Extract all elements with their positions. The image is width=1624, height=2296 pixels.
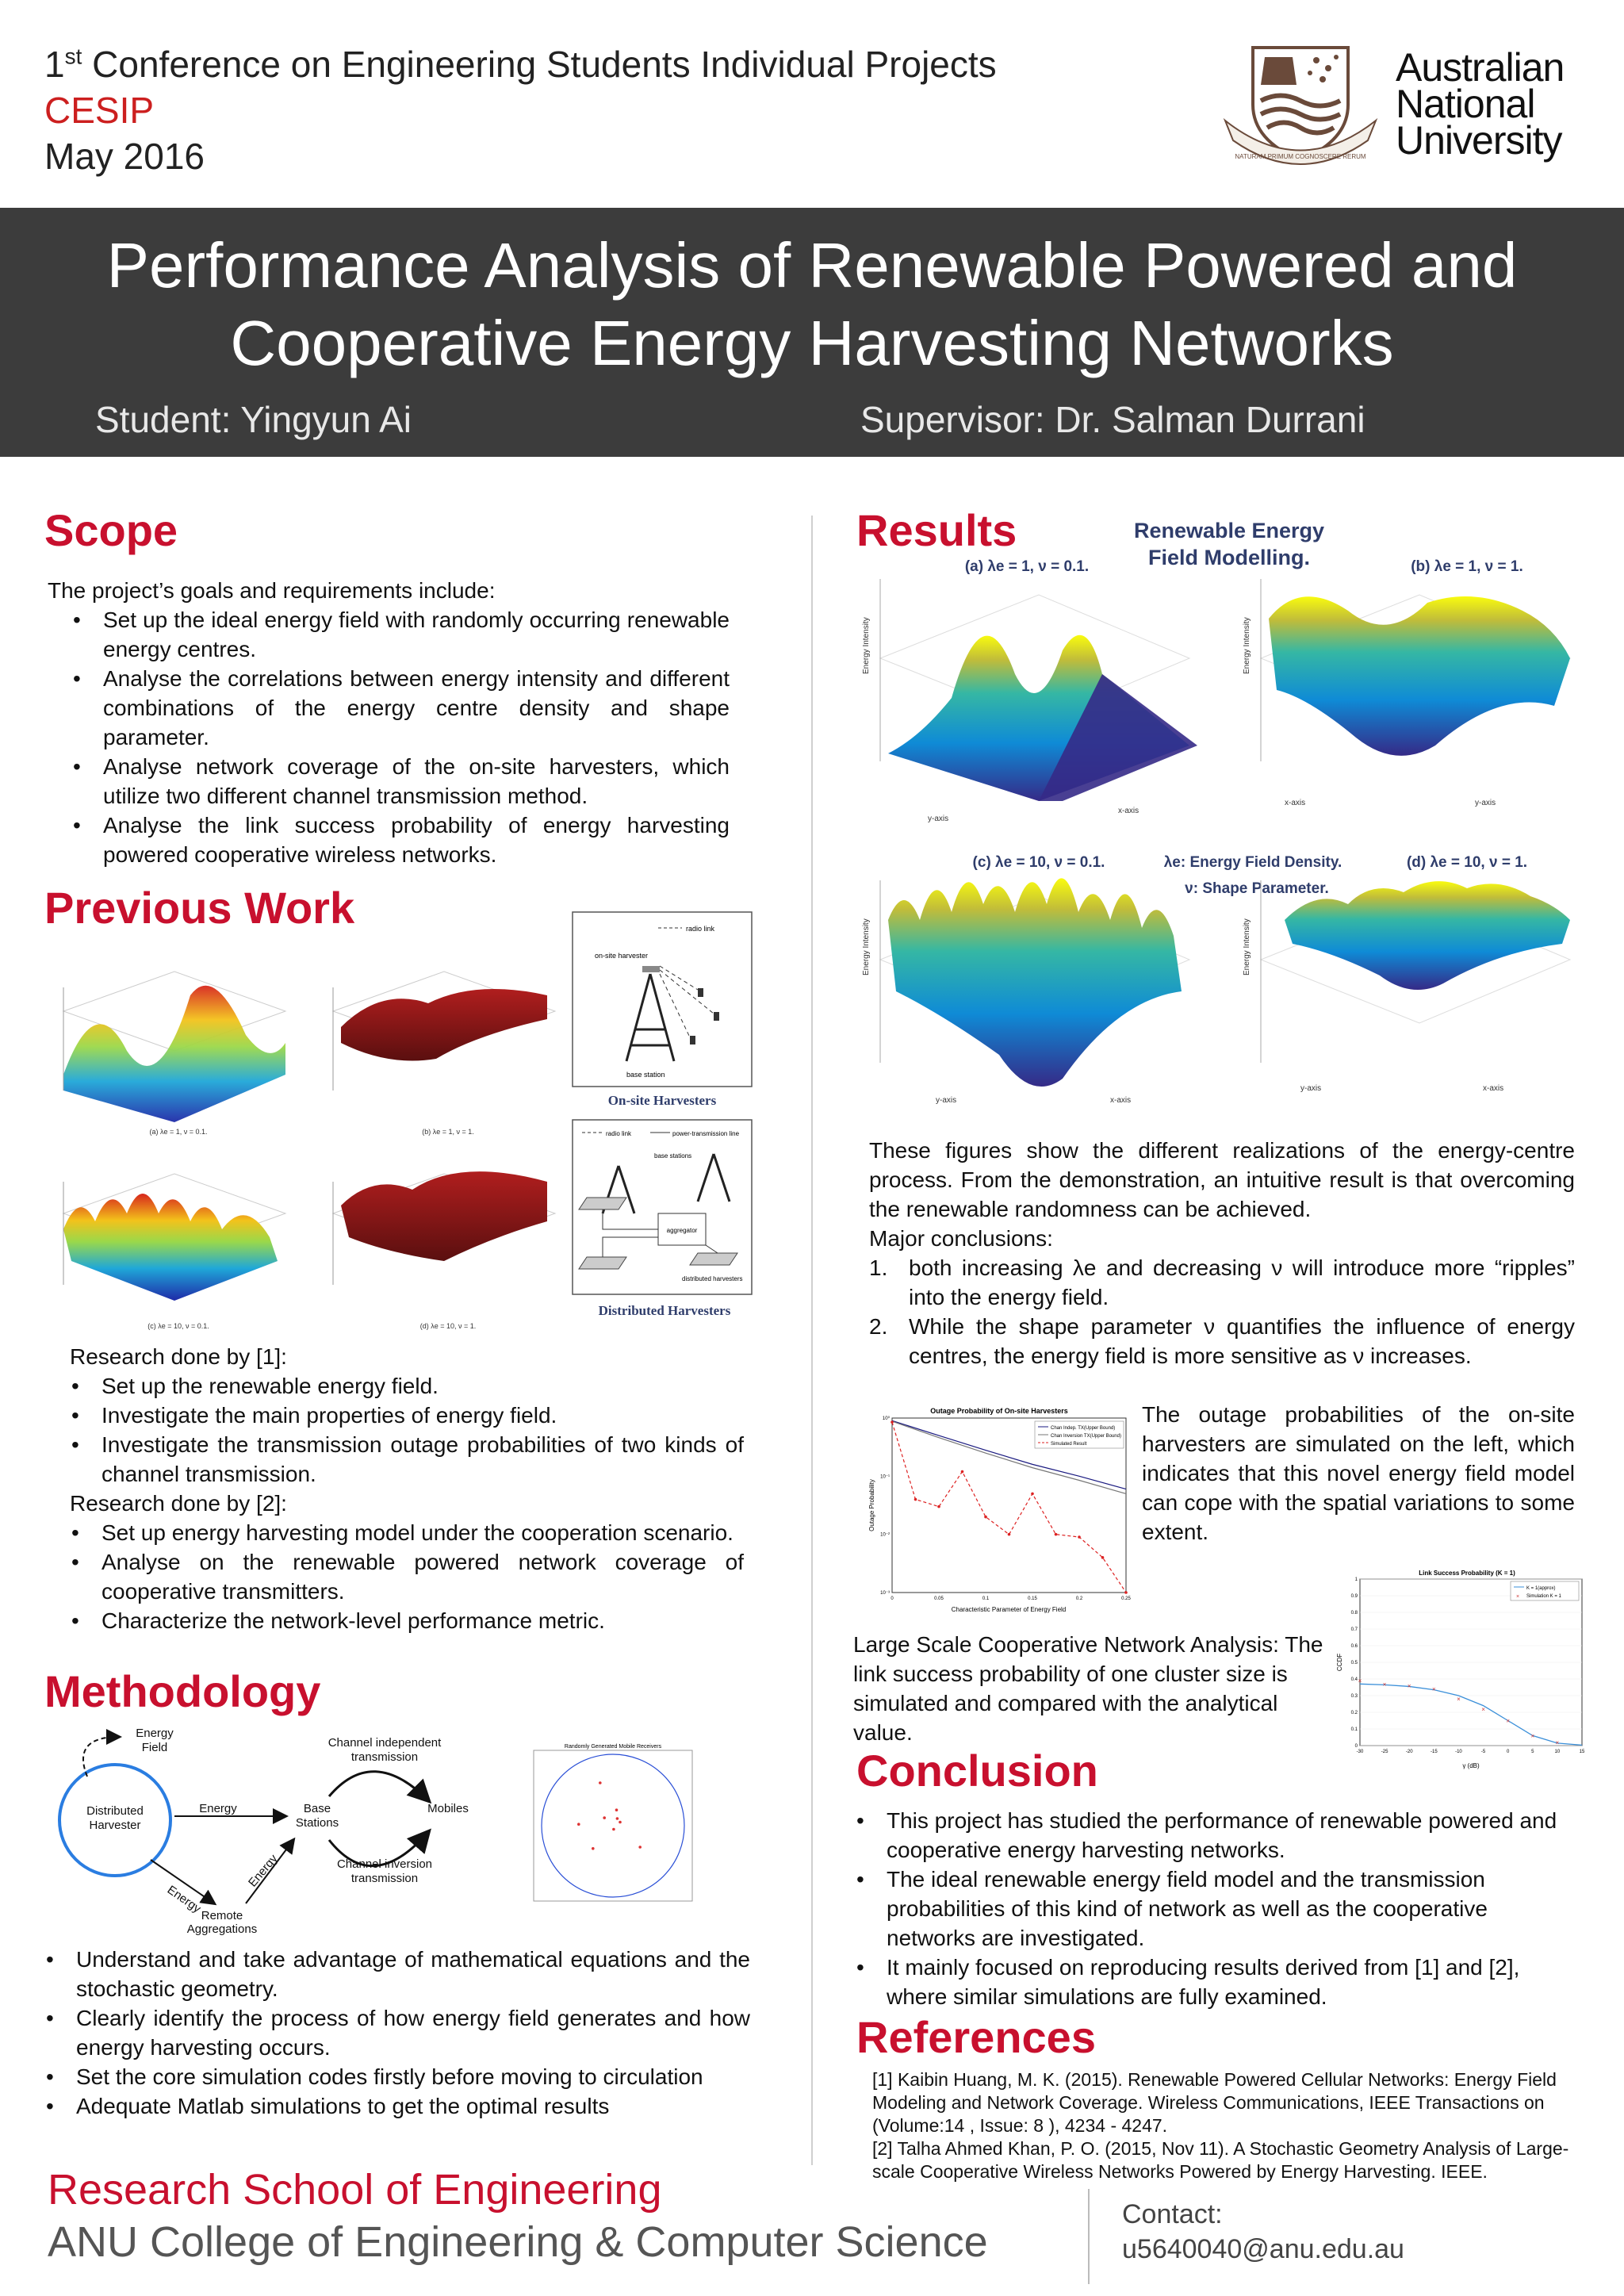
legend-density: λe: Energy Field Density. <box>1163 854 1342 871</box>
list-item: • Analyse the correlations between energy intensity and different combinations of the energy centre density and shape parameter. <box>48 664 730 752</box>
subcaption: (a) λe = 1, ν = 0.1. <box>149 1128 208 1136</box>
x-tick-label: 0.1 <box>982 1596 990 1601</box>
list-item: • Analyse network coverage of the on-site harvesters, which utilize two different channel transmission method. <box>48 752 730 811</box>
legend-entry: Simulation K = 1 <box>1526 1594 1561 1599</box>
methodology-list <box>44 1945 750 2121</box>
diagram-label: Field <box>141 1741 168 1754</box>
previous-work-heading: Previous Work <box>44 883 355 933</box>
chart-title: Randomly Generated Mobile Receivers <box>564 1744 662 1750</box>
data-point <box>937 1505 940 1508</box>
results-surface-d <box>1243 880 1570 1093</box>
previous-surface-plots <box>48 940 571 1336</box>
diagram-label: Remote <box>201 1909 243 1922</box>
list-item: • It mainly focused on reproducing results derived from [1] and [2], where similar simulations are fully examined. <box>855 1953 1568 2011</box>
list-item: • Analyse on the renewable powered network coverage of cooperative transmitters. <box>70 1547 744 1606</box>
diagram-label: transmission <box>350 1750 419 1764</box>
y-axis-label: Outage Probability <box>868 1479 875 1531</box>
legend-entry: K = 1(approx) <box>1526 1586 1556 1591</box>
axis-label: x-axis <box>1118 807 1139 815</box>
x-tick-label: 0.2 <box>1075 1596 1083 1601</box>
y-tick-label: 10⁻¹ <box>880 1474 890 1480</box>
legend-entry: Simulated Result <box>1051 1442 1087 1447</box>
data-point <box>592 1847 595 1850</box>
logo-wordmark <box>1396 45 1565 163</box>
x-tick-label: 15 <box>1579 1750 1585 1754</box>
list-item: • Analyse the link success probability of energy harvesting powered cooperative wireless networks. <box>48 811 730 869</box>
axis-label: Energy Intensity <box>862 918 871 976</box>
title-banner <box>0 208 1624 457</box>
data-point <box>577 1823 580 1826</box>
data-point: × <box>1457 1696 1461 1704</box>
data-point <box>603 1816 606 1819</box>
diagram-label: radio link <box>606 1130 632 1137</box>
x-tick-label: -20 <box>1405 1750 1413 1754</box>
x-tick-label: 0.25 <box>1121 1596 1131 1601</box>
data-point <box>1078 1535 1081 1539</box>
data-point <box>638 1846 642 1849</box>
column-divider <box>811 516 813 2165</box>
svg-text:×: × <box>1516 1594 1520 1600</box>
diagram-label: Harvester <box>89 1819 141 1832</box>
data-point <box>961 1470 964 1474</box>
axis-label: x-axis <box>1285 799 1306 807</box>
axis-label: y-axis <box>1300 1084 1322 1093</box>
conclusion-list <box>855 1806 1568 2011</box>
y-tick-label: 0.4 <box>1350 1677 1358 1682</box>
previous-work-research <box>70 1342 744 1635</box>
distributed-harvester-diagram <box>573 1120 752 1294</box>
list-item: • This project has studied the performance of renewable powered and cooperative energy harvesting networks. <box>855 1806 1568 1865</box>
scope-intro: The project’s goals and requirements include: <box>48 578 496 603</box>
list-item: • Investigate the transmission outage probabilities of two kinds of channel transmission. <box>70 1430 744 1489</box>
diagram-label: Energy <box>199 1802 237 1815</box>
diagram-label: transmission <box>350 1872 419 1885</box>
logo-line: University <box>1396 118 1562 163</box>
harvester-diagrams <box>571 910 753 1323</box>
diagram-label: Distributed <box>86 1804 144 1818</box>
surface-plot-d <box>333 1171 555 1330</box>
data-point <box>616 1817 619 1820</box>
scope-heading: Scope <box>44 505 178 555</box>
y-tick-label: 0 <box>1354 1744 1358 1749</box>
x-axis-label: Characteristic Parameter of Energy Field <box>951 1606 1067 1613</box>
diagram-label: Energy <box>136 1727 174 1740</box>
list-item: • Set up the ideal energy field with randomly occurring renewable energy centres. <box>48 605 730 664</box>
results-discussion <box>869 1136 1575 1370</box>
data-point <box>599 1781 602 1784</box>
link-success-chart <box>1332 1566 1590 1773</box>
cooperative-text: Large Scale Cooperative Network Analysis: The link success probability of one cluster size is simulated and compared with the analytical value. <box>853 1632 1323 1745</box>
diagram-label: on-site harvester <box>595 952 649 960</box>
x-tick-label: -10 <box>1455 1750 1462 1754</box>
subcaption: (c) λe = 10, ν = 0.1. <box>972 854 1105 871</box>
conference-info <box>44 41 997 179</box>
distributed-caption: Distributed Harvesters <box>598 1303 731 1318</box>
diagram-label: base stations <box>654 1152 692 1159</box>
data-point: × <box>1358 1677 1362 1685</box>
axis-label: y-axis <box>1475 799 1496 807</box>
reference-item: [1] Kaibin Huang, M. K. (2015). Renewable Powered Cellular Networks: Energy Field Modeling and Network Coverage. Wireless Communications, IEEE Transactions on (Volume:14 , Issue: 8 ), 4234 - 4247. <box>872 2069 1557 2136</box>
list-item: 1. both increasing λe and decreasing ν will introduce more “ripples” into the energy field. <box>869 1255 1575 1309</box>
chart-title: Outage Probability of On-site Harvesters <box>930 1407 1068 1415</box>
onsite-harvester-diagram <box>573 912 752 1087</box>
diagram-label: aggregator <box>666 1227 698 1234</box>
x-tick-label: 0 <box>891 1596 894 1601</box>
data-point <box>1055 1533 1058 1536</box>
references-list <box>872 2068 1586 2183</box>
legend-entry: Chan Inversion TX(Upper Bound) <box>1051 1434 1121 1439</box>
list-item: • Clearly identify the process of how energy field generates and how energy harvesting occurs. <box>44 2003 750 2062</box>
diagram-label: Channel inversion <box>336 1857 433 1871</box>
results-surface-figure <box>856 516 1602 1134</box>
data-point: × <box>1382 1681 1387 1688</box>
list-item: • Adequate Matlab simulations to get the optimal results <box>44 2091 750 2121</box>
axis-label: Energy Intensity <box>1243 617 1251 674</box>
data-point <box>615 1808 619 1811</box>
diagram-label: radio link <box>686 925 715 933</box>
data-point <box>891 1420 894 1424</box>
conference-date: May 2016 <box>44 136 205 177</box>
axis-label: y-axis <box>928 815 949 823</box>
list-item: • Set up energy harvesting model under the cooperation scenario. <box>70 1518 744 1547</box>
references-heading: References <box>856 2012 1096 2062</box>
subcaption: (b) λe = 1, ν = 1. <box>422 1128 474 1136</box>
diagram-label: Energy <box>246 1852 281 1890</box>
figure-title: Renewable Energy <box>1133 519 1325 542</box>
anu-crest-icon <box>1221 41 1380 168</box>
y-tick-label: 0.5 <box>1350 1661 1358 1665</box>
reference-item: [2] Talha Ahmed Khan, P. O. (2015, Nov 11). A Stochastic Geometry Analysis of Large-scale Cooperative Wireless Networks Powered by Energy Harvesting. IEEE. <box>872 2138 1569 2182</box>
chart-title: Link Success Probability (K = 1) <box>1419 1570 1515 1577</box>
data-point <box>1101 1556 1105 1559</box>
data-point <box>914 1498 917 1501</box>
results-surface-b <box>1243 579 1570 807</box>
x-axis-label: γ (dB) <box>1462 1762 1480 1769</box>
figure-title: Field Modelling. <box>1148 546 1310 569</box>
legend-shape: ν: Shape Parameter. <box>1185 880 1329 897</box>
surface-plot-a <box>63 972 285 1136</box>
school-name: Research School of Engineering <box>48 2166 662 2214</box>
y-tick-label: 0.8 <box>1350 1611 1358 1616</box>
conclusion-heading: Conclusion <box>856 1746 1098 1796</box>
link-legend <box>1511 1581 1579 1600</box>
y-tick-label: 0.6 <box>1350 1644 1358 1649</box>
axis-label: x-axis <box>1110 1096 1132 1105</box>
contact-email[interactable]: u5640040@anu.edu.au <box>1122 2234 1404 2264</box>
onsite-caption: On-site Harvesters <box>607 1093 717 1108</box>
poster-title: Performance Analysis of Renewable Powered and Cooperative Energy Harvesting Networks <box>106 230 1518 378</box>
diagram-label: Mobiles <box>427 1802 469 1815</box>
x-tick-label: 0.05 <box>934 1596 944 1601</box>
x-tick-label: 5 <box>1531 1750 1534 1754</box>
list-item: • Set up the renewable energy field. <box>70 1371 744 1401</box>
student-name: Student: Yingyun Ai <box>95 399 412 440</box>
y-tick-label: 0.9 <box>1350 1594 1358 1599</box>
x-tick-label: -5 <box>1480 1750 1486 1754</box>
data-point <box>984 1516 987 1519</box>
data-point: × <box>1481 1705 1485 1713</box>
diagram-label: power-transmission line <box>672 1130 740 1137</box>
x-tick-label: -25 <box>1381 1750 1388 1754</box>
x-tick-label: -30 <box>1356 1750 1364 1754</box>
y-tick-label: 0.2 <box>1350 1711 1358 1715</box>
y-tick-label: 10⁻³ <box>880 1591 890 1596</box>
data-point <box>619 1821 622 1824</box>
conference-name: 1st Conference on Engineering Students Individual Projects <box>44 44 997 85</box>
x-tick-label: 10 <box>1554 1750 1561 1754</box>
legend-entry: Chan Indep. TX(Upper Bound) <box>1051 1426 1116 1431</box>
outage-text: The outage probabilities of the on-site harvesters are simulated on the left, which indicates that this novel energy field model can cope with the spatial variations to some extent. <box>1142 1402 1575 1544</box>
research1-intro: Research done by [1]: <box>70 1344 287 1369</box>
y-axis-label: CCDF <box>1336 1653 1343 1672</box>
x-tick-label: 0.15 <box>1028 1596 1037 1601</box>
data-point <box>1031 1493 1034 1496</box>
logo-motto: NATURAM PRIMUM COGNOSCERE RERUM <box>1235 153 1366 160</box>
diagram-label: Base <box>303 1802 331 1815</box>
list-item: • Set the core simulation codes firstly before moving to circulation <box>44 2062 750 2091</box>
y-tick-label: 0.3 <box>1350 1694 1358 1699</box>
results-heading: Results <box>856 505 1017 555</box>
subcaption: (d) λe = 10, ν = 1. <box>419 1322 477 1330</box>
list-item: 2. While the shape parameter ν quantifies the influence of energy centres, the energy field is more sensitive as ν increases. <box>869 1314 1575 1368</box>
logo-line: National <box>1396 82 1535 126</box>
data-point: × <box>1506 1717 1511 1725</box>
axis-label: x-axis <box>1483 1084 1504 1093</box>
diagram-label: Stations <box>295 1816 339 1830</box>
logo-line: Australian <box>1396 45 1565 90</box>
data-point <box>612 1828 615 1831</box>
footer-divider <box>1088 2189 1090 2284</box>
diagram-label: base station <box>626 1071 665 1079</box>
results-paragraph: These figures show the different realizations of the energy-centre process. From the demonstration, an intuitive result is that overcoming the renewable randomness can be achieved. <box>869 1138 1575 1221</box>
subcaption: (d) λe = 10, ν = 1. <box>1406 854 1528 871</box>
list-item: • Characterize the network-level performance metric. <box>70 1606 744 1635</box>
major-conclusions-label: Major conclusions: <box>869 1226 1053 1251</box>
diagram-label: Energy <box>164 1883 204 1916</box>
list-item: • Investigate the main properties of energy field. <box>70 1401 744 1430</box>
data-point <box>1008 1533 1011 1536</box>
diagram-label: Aggregations <box>186 1922 258 1935</box>
results-surface-c <box>862 878 1189 1105</box>
diagram-label: Channel independent <box>327 1736 442 1750</box>
y-tick-label: 10⁻² <box>880 1532 890 1538</box>
contact-label: Contact: <box>1122 2199 1223 2229</box>
data-point: × <box>1431 1685 1436 1693</box>
college-name: ANU College of Engineering & Computer Science <box>48 2218 988 2266</box>
subcaption: (c) λe = 10, ν = 0.1. <box>147 1322 209 1330</box>
conference-abbr: CESIP <box>44 90 155 131</box>
subcaption: (b) λe = 1, ν = 1. <box>1411 558 1523 575</box>
methodology-heading: Methodology <box>44 1666 321 1716</box>
data-point: × <box>1530 1732 1535 1740</box>
results-surface-a <box>862 579 1197 823</box>
axis-label: Energy Intensity <box>862 617 871 674</box>
scope-section <box>48 576 730 869</box>
anu-logo <box>1221 41 1594 168</box>
supervisor-name: Supervisor: Dr. Salman Durrani <box>860 399 1365 440</box>
outage-legend <box>1035 1421 1124 1448</box>
y-tick-label: 0.1 <box>1350 1727 1358 1732</box>
contact-block <box>1122 2197 1404 2267</box>
surface-plot-b <box>333 972 555 1136</box>
x-tick-label: 0 <box>1506 1750 1510 1754</box>
list-item: • The ideal renewable energy field model and the transmission probabilities of this kind of network as well as the cooperative networks are investigated. <box>855 1865 1568 1953</box>
axis-label: y-axis <box>936 1096 957 1105</box>
y-tick-label: 0.7 <box>1350 1627 1358 1632</box>
methodology-diagram <box>56 1721 500 1935</box>
x-tick-label: -15 <box>1430 1750 1438 1754</box>
list-item: • Understand and take advantage of mathematical equations and the stochastic geometry. <box>44 1945 750 2003</box>
data-point: × <box>1555 1738 1560 1746</box>
data-point <box>1124 1591 1128 1594</box>
surface-plot-c <box>63 1174 285 1330</box>
subcaption: (a) λe = 1, ν = 0.1. <box>964 558 1090 575</box>
outage-probability-chart <box>864 1404 1134 1614</box>
diagram-label: distributed harvesters <box>682 1275 743 1282</box>
y-tick-label: 10⁰ <box>882 1416 890 1421</box>
data-point: × <box>1407 1682 1411 1690</box>
axis-label: Energy Intensity <box>1243 918 1251 976</box>
research2-intro: Research done by [2]: <box>70 1491 287 1516</box>
mobile-receivers-chart <box>519 1741 702 1915</box>
y-tick-label: 1 <box>1354 1577 1358 1582</box>
